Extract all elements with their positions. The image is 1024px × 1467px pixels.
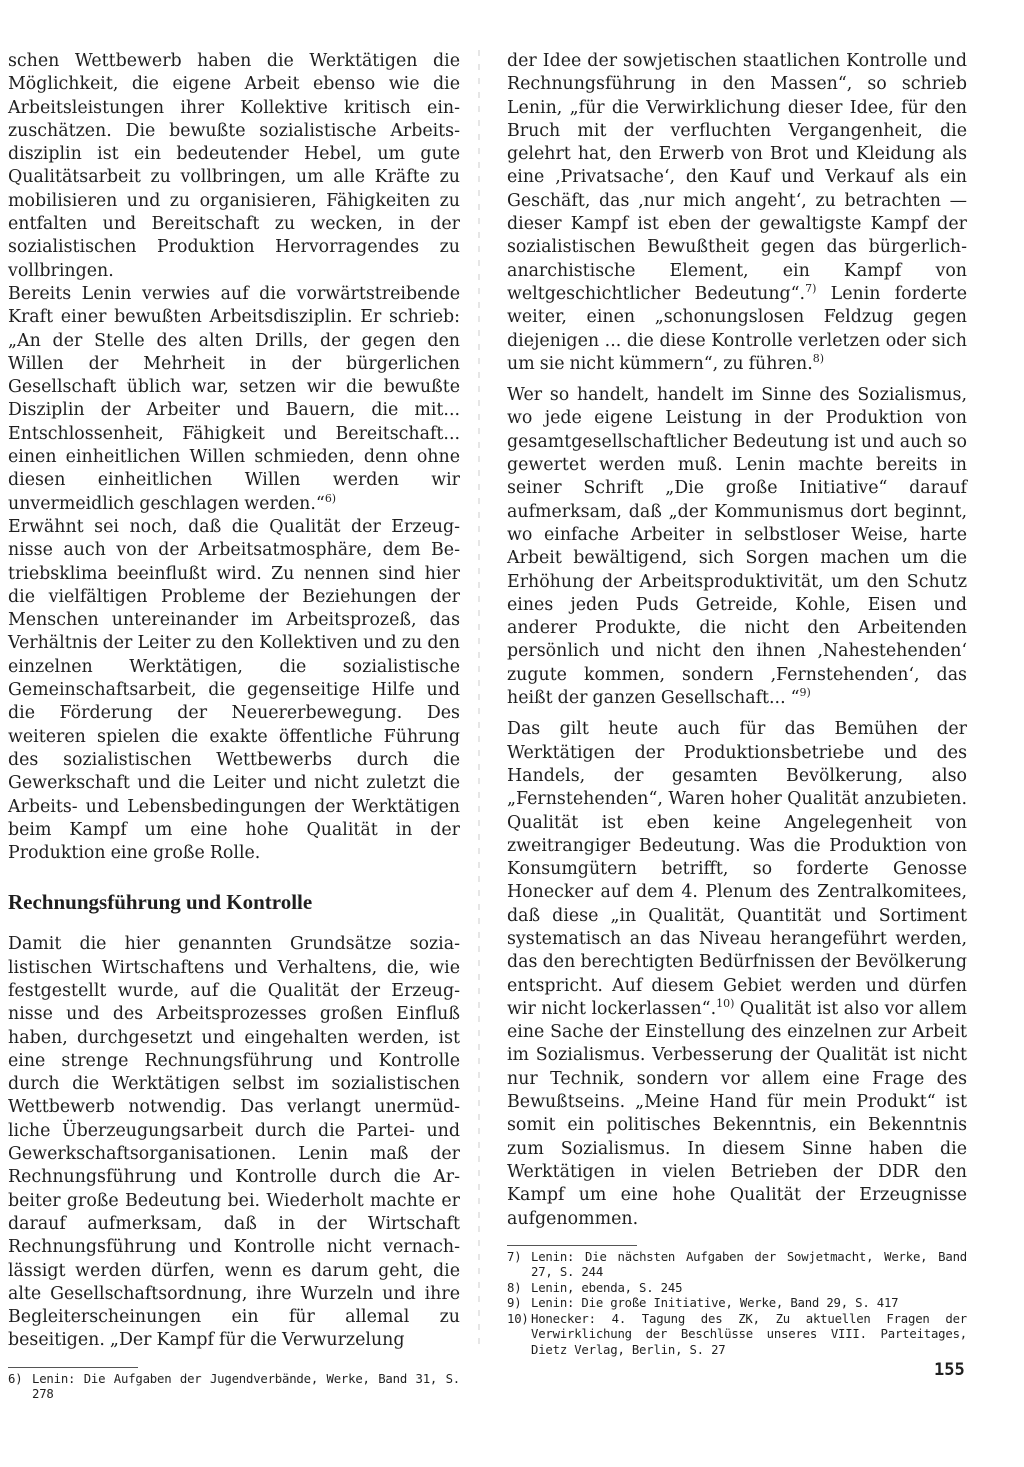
footnote-marker: 9)	[507, 1296, 522, 1311]
paragraph-qualitaet	[507, 718, 967, 1231]
paragraph-text: Qualität ist also vor allem eine Sache der Einstellung des einzelnen zur Arbeit im Sozialismus. Verbesserung der Qualität ist nicht nur Technik, sondern vor allem eine Frage des Bewußtseins. „Meine Hand für mein Produkt“ ist somit ein politisches Bekenntnis, ein Bekenntnis zum Sozialismus. In diesem Sinne haben die Werktätigen in vielen Betrieben der DDR den Kampf um eine hohe Qualität der Erzeugnisse aufgenommen.	[507, 998, 967, 1229]
footnote-7	[507, 1250, 967, 1281]
paragraph-text: Wer so handelt, handelt im Sinne des Sozialismus, wo jede eigene Leistung in der Produktion von gesamtgesellschaftlicher Bedeutung ist und auch so gewertet werden muß. Lenin machte bereits in seiner Schrift „Die große Initiative“ darauf aufmerksam, daß „der Kommunismus dort beginnt, wo einfache Arbeiter in selbstloser Weise, harte Arbeit bewältigend, sich Sorgen machen um die Erhöhung der Arbeitsproduktivität, um den Schutz eines jeden Puds Getreide, Kohle, Eisen und anderer Produkte, die nicht den Arbeitenden persönlich und nicht den ihnen ‚Nahestehenden‘ zugute kommen, sondern ‚Fernstehenden‘, das heißt der ganzen Gesellschaft... “	[507, 385, 967, 709]
right-column	[507, 50, 967, 1358]
footnote-text: Honecker: 4. Tagung des ZK, Zu aktuellen Fragen der Verwirklichung der Beschlüsse unseres VIII. Parteitages, Dietz Verlag, Berlin, S. 27	[531, 1311, 967, 1357]
footnote-ref-7[interactable]: 7)	[805, 282, 817, 296]
paragraph-grosse-initiative	[507, 384, 967, 710]
footnote-ref-8[interactable]: 8)	[812, 352, 825, 366]
paragraph-text: der Idee der sowjetischen staatlichen Kontrolle und Rechnungsführung in den Massen“, so schrieb Lenin, „für die Verwirklichung dieser Idee, für den Bruch mit der verfluchten Vergangenheit, die gelehrt hat, den Erwerb von Brot und Kleidung als eine ‚Privatsache‘, den Kauf und Verkauf als ein Geschäft, das ‚nur mich angeht‘, zu betrachten — dieser Kampf ist eben der gewaltigste Kampf der sozialistischen Bewußtheit gegen das bürgerlich-anarchistische Element, ein Kampf von weltgeschichtlicher Bedeutung“.	[507, 51, 967, 304]
footnote-marker: 7)	[507, 1249, 522, 1264]
footnote-ref-6[interactable]: 6)	[324, 491, 337, 505]
footnote-10	[507, 1312, 967, 1359]
footnote-ref-9[interactable]: 9)	[799, 686, 811, 700]
paragraph-kontrolle-massen	[507, 50, 967, 376]
section-heading: Rechnungsführung und Kontrolle	[8, 890, 313, 915]
footnote-9	[507, 1296, 967, 1312]
paragraph-rechnungsfuehrung: Damit die hier genannten Grundsätze sozialistischen Wirtschaftens und Verhaltens, die, wie festgestellt wurde, auf die Qualität der Erzeugnisse und des Arbeitsprozesses großen Einfluß haben, durchgesetzt und eingehalten werden, ist eine strenge Rechnungsführung und Kontrolle durch die Werktätigen selbst im sozialistischen Wettbewerb notwendig. Das verlangt unermüdliche Überzeugungsarbeit durch die Partei- und Gewerkschaftsorganisationen. Lenin maß der Rechnungsführung und Kontrolle durch die Arbeiter große Bedeutung bei. Wiederholt machte er darauf aufmerksam, daß in der Wirtschaft Rechnungsführung und Kontrolle nicht vernachlässigt werden dürfen, wenn es darum geht, die alte Gesellschaftsordnung, ihre Wurzeln und ihre Begleiterscheinungen ein für allemal zu beseitigen. „Der Kampf für die Verwurzelung	[8, 934, 460, 1351]
footnote-marker: 6)	[8, 1371, 23, 1386]
footnote-marker: 10)	[507, 1311, 529, 1326]
footnote-text: Lenin, ebenda, S. 245	[531, 1280, 683, 1295]
paragraph-text: Lenin forderte weiter, einen „schonungslosen Feldzug gegen diejenigen ... die diese Kontrolle verletzen oder sich um sie nicht kümmern“, zu führen.	[507, 283, 967, 374]
page-number: 155	[934, 1360, 965, 1380]
footnote-marker: 8)	[507, 1280, 522, 1295]
paragraph-wettbewerb: schen Wettbewerb haben die Werktätigen die Möglichkeit, die eigene Arbeit ebenso wie die Arbeitsleistungen ihrer Kollektive kritisch einzuschätzen. Die bewußte sozialistische Arbeitsdisziplin ist ein bedeutender Hebel, um gute Qualitätsarbeit zu vollbringen, um alle Kräfte zu mobilisieren und zu organisieren, Fähigkeiten zu entfalten und Bereitschaft zu wecken, in der sozialistischen Produktion Hervorragendes zu vollbringen.	[8, 51, 460, 281]
footnote-divider	[8, 1367, 138, 1368]
footnotes-right	[507, 1250, 967, 1359]
footnotes-left	[8, 1372, 460, 1403]
paragraph-text: Das gilt heute auch für das Bemühen der Werktätigen der Produktionsbetriebe und des Handels, der gesamten Bevölkerung, also „Fernstehenden“, Waren hoher Qualität anzubieten. Qualität ist eben keine Angelegenheit von zweitrangiger Bedeutung. Was die Produktion von Konsumgütern betrifft, so forderte Genosse Honecker auf dem 4. Plenum des Zentralkomitees, daß diese „in Qualität, Quantität und Sortiment systematisch an das Niveau herangeführt werden, das den berechtigten Bedürfnissen der Bevölkerung entspricht. Auf diesem Gebiet werden und dürfen wir nicht lockerlassen“.	[507, 719, 967, 1019]
footnote-text: Lenin: Die große Initiative, Werke, Band 29, S. 417	[531, 1296, 899, 1311]
paragraph-lenin-disziplin-text: Bereits Lenin verwies auf die vorwärtstreibende Kraft einer bewußten Arbeitsdisziplin. Er schrieb: „An der Stelle des alten Drills, der gegen den Willen der Mehrheit in der bürgerlichen Gesellschaft üblich war, setzen wir die bewußte Disziplin der Arbeiter und Bauern, die mit... Entschlossenheit, Fähigkeit und Bereitschaft... einen einheitlichen Willen schmieden, denn ohne diesen einheitlichen Willen werden wir unvermeidlich geschlagen werden.“	[8, 283, 460, 514]
footnote-8	[507, 1281, 967, 1297]
footnote-text: Lenin: Die Aufgaben der Jugendverbände, Werke, Band 31, S. 278	[32, 1371, 460, 1402]
footnote-text: Lenin: Die nächsten Aufgaben der Sowjetmacht, Werke, Band 27, S. 244	[531, 1249, 967, 1280]
paragraph-arbeitsatmosphaere: Erwähnt sei noch, daß die Qualität der Erzeugnisse auch von der Arbeitsatmosphäre, dem Betriebsklima beeinflußt wird. Zu nennen sind hier die vielfältigen Probleme der Beziehungen der Menschen untereinander im Arbeitsprozeß, das Verhältnis der Leiter zu den Kollektiven und zu den einzelnen Werktätigen, die sozialistische Gemeinschaftsarbeit, die gegenseitige Hilfe und die Förderung der Neuererbewegung. Des weiteren spielen die exakte öffentliche Führung des sozialistischen Wettbewerbs durch die Gewerkschaft und die Leiter und nicht zuletzt die Arbeits- und Lebensbedingungen der Werktätigen beim Kampf um eine hohe Qualität in der Produktion eine große Rolle.	[8, 516, 460, 864]
footnote-6	[8, 1372, 460, 1403]
left-column	[8, 50, 460, 1403]
footnote-ref-10[interactable]: 10)	[716, 997, 735, 1011]
footnote-divider	[507, 1245, 637, 1246]
paragraph-lenin-disziplin	[8, 283, 460, 516]
column-gutter-mark	[478, 50, 480, 1350]
